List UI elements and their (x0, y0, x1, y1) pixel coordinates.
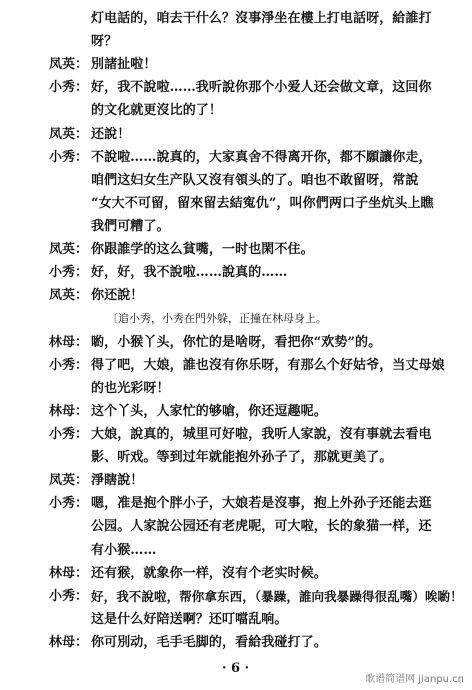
speaker-label: 林母： (49, 566, 89, 581)
dialogue-line (0, 77, 472, 99)
dialogue-line (0, 563, 472, 585)
dialogue-text: 呀？ (91, 34, 118, 49)
dialogue-text: 这个丫头，人家忙的够嗆，你还逗趣呢。 (91, 404, 327, 419)
dialogue-line (0, 632, 472, 654)
speaker-label: 林母： (49, 635, 89, 650)
dialogue-text: 不說啦……說真的，大家真舍不得离开你，都不願讓你走， (91, 150, 432, 165)
dialogue-text: 得了吧，大娘，誰也沒有你乐呀，有那么个好姑爷，当丈母娘 (91, 358, 445, 373)
dialogue-text: 公园。人家說公园还有老虎呢，可大啦，长的象猫一样，还 (91, 519, 432, 534)
dialogue-text: 灯电話的，咱去干什么？沒事淨坐在樓上打电話呀，給誰打 (91, 11, 432, 26)
dialogue-text: 影、听戏。等到过年就能抱外孙子了，那就更美了。 (91, 450, 393, 465)
dialogue-text: 別諸扯啦！ (91, 57, 157, 72)
dialogue-line (0, 540, 472, 562)
dialogue-line (0, 124, 472, 146)
dialogue-line (0, 216, 472, 238)
dialogue-text: 淨瞎說！ (91, 473, 144, 488)
dialogue-line (0, 586, 472, 608)
dialogue-text: 你还說！ (91, 288, 144, 303)
dialogue-text: 大娘，說真的，城里可好啦，我听人家說，沒有事就去看电 (91, 427, 432, 442)
dialogue-line (0, 308, 472, 330)
speaker-label: 小秀： (49, 589, 89, 604)
dialogue-text: 你跟誰学的这么貧嘴，一时也閑不住。 (91, 242, 314, 257)
dialogue-text: 的文化就更沒比的了！ (91, 103, 223, 118)
speaker-label: 凤英： (49, 57, 89, 72)
dialogue-text: 还有猴，就象你一样，沒有个老实时候。 (91, 566, 327, 581)
speaker-label: 凤英： (49, 473, 89, 488)
dialogue-line (0, 470, 472, 492)
speaker-label: 小秀： (49, 265, 89, 280)
speaker-label: 林母： (49, 335, 89, 350)
dialogue-line (0, 609, 472, 631)
dialogue-text: 嗯，准是抱个胖小子，大娘若是沒事，抱上外孙子还能去逛 (91, 496, 432, 511)
dialogue-line (0, 193, 472, 215)
dialogue-text: 喲，小猴丫头，你忙的是啥呀，看把你“欢势”的。 (91, 335, 382, 350)
dialogue-text: 这是什么好陪送啊？还叮噹乱响。 (91, 612, 288, 627)
dialogue-line (0, 170, 472, 192)
dialogue-line (0, 285, 472, 307)
dialogue-line (0, 516, 472, 538)
dialogue-line (0, 355, 472, 377)
dialogue-line (0, 147, 472, 169)
speaker-label: 林母： (49, 404, 89, 419)
stage-direction: 〔追小秀，小秀在門外躲，正撞在林母身上。 (107, 312, 327, 325)
speaker-label: 小秀： (49, 358, 89, 373)
dialogue-text: 好，我不說啦，帮你拿东西，（暴躁，誰向我暴躁得很乱嘴）唉喲！ (91, 589, 463, 604)
dialogue-text: 咱們这妇女生产队又沒有領头的了。咱也不敢留呀，常說 (91, 173, 419, 188)
dialogue-text: 好，好，我不說啦……說真的…… (91, 265, 288, 280)
watermark: 歌谱简谱网 jianpu.cn (365, 674, 464, 685)
dialogue-line (0, 100, 472, 122)
dialogue-text: 我們可糟了。 (91, 219, 170, 234)
dialogue-text: 还說！ (91, 127, 131, 142)
dialogue-text: 的也光彩呀！ (91, 381, 170, 396)
speaker-label: 小秀： (49, 80, 89, 95)
dialogue-line (0, 493, 472, 515)
speaker-label: 凤英： (49, 242, 89, 257)
dialogue-line (0, 401, 472, 423)
dialogue-line (0, 424, 472, 446)
speaker-label: 凤英： (49, 127, 89, 142)
dialogue-text: 有小猴…… (91, 543, 157, 558)
dialogue-text: 好，我不說啦……我听說你那个小爱人还会做文章，这回你 (91, 80, 432, 95)
dialogue-line (0, 8, 472, 30)
speaker-label: 凤英： (49, 288, 89, 303)
dialogue-line (0, 31, 472, 53)
page-number: · 6 · (222, 661, 250, 676)
dialogue-line (0, 332, 472, 354)
dialogue-text: “女大不可留，留來留去結寃仇”，叫你們两口子坐炕头上瞧 (91, 196, 434, 211)
dialogue-line (0, 378, 472, 400)
dialogue-line (0, 447, 472, 469)
dialogue-line (0, 54, 472, 76)
speaker-label: 小秀： (49, 496, 89, 511)
dialogue-text: 你可別动，毛手毛脚的，看給我碰打了。 (91, 635, 327, 650)
dialogue-line (0, 262, 472, 284)
speaker-label: 小秀： (49, 427, 89, 442)
dialogue-line (0, 239, 472, 261)
speaker-label: 小秀： (49, 150, 89, 165)
